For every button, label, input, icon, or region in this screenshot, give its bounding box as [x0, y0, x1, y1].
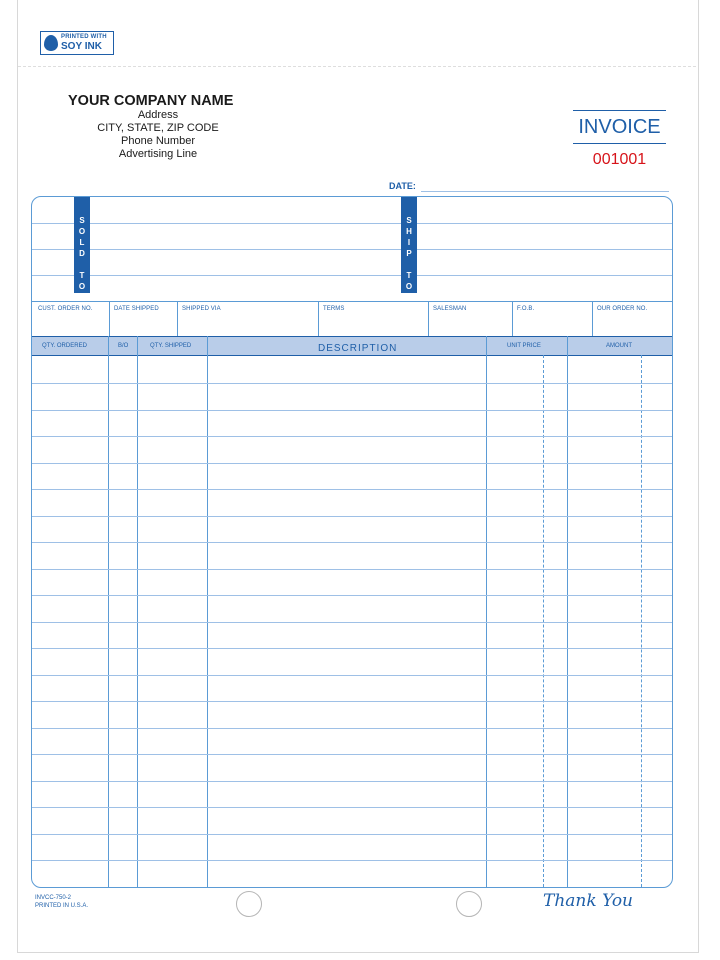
order-divider	[177, 301, 178, 336]
soy-logo-line2: SOY INK	[61, 41, 102, 52]
invoice-title: INVOICE	[573, 110, 666, 144]
qty-shipped-header: QTY. SHIPPED	[150, 343, 192, 349]
ship-to-letter: T	[406, 271, 412, 280]
shipped-via-label: SHIPPED VIA	[182, 306, 221, 312]
column-divider	[137, 336, 138, 887]
ship-to-letter: P	[406, 249, 412, 258]
company-name: YOUR COMPANY NAME	[68, 93, 234, 109]
invoice-form	[31, 196, 673, 888]
ship-to-tab	[401, 197, 417, 293]
order-divider	[592, 301, 593, 336]
sold-to-letter	[74, 259, 90, 270]
company-advertising: Advertising Line	[118, 148, 198, 160]
sold-to-letter: O	[78, 282, 86, 291]
ship-to-letter: H	[406, 227, 412, 236]
sold-to-letter: O	[78, 227, 86, 236]
table-row[interactable]	[32, 410, 672, 411]
table-row[interactable]	[32, 569, 672, 570]
sold-to-letter: L	[79, 238, 85, 247]
company-city-state-zip: CITY, STATE, ZIP CODE	[97, 122, 219, 134]
table-row[interactable]	[32, 834, 672, 835]
address-line[interactable]	[32, 249, 672, 250]
ship-to-letter: I	[407, 238, 411, 247]
printed-in-label: PRINTED IN U.S.A.	[35, 903, 89, 909]
table-row[interactable]	[32, 489, 672, 490]
ship-to-letter: S	[406, 216, 412, 225]
sold-to-tab	[74, 197, 90, 293]
description-header: DESCRIPTION	[318, 343, 398, 354]
order-divider	[318, 301, 319, 336]
table-row[interactable]	[32, 595, 672, 596]
date-field[interactable]	[421, 191, 669, 192]
sold-to-letter: D	[79, 249, 85, 258]
terms-label: TERMS	[323, 306, 345, 312]
salesman-label: SALESMAN	[433, 306, 467, 312]
order-row-top	[32, 301, 672, 302]
fob-label: F.O.B.	[517, 306, 535, 312]
unit-price-header: UNIT PRICE	[507, 343, 541, 349]
address-line[interactable]	[32, 223, 672, 224]
company-block	[68, 93, 248, 161]
table-row[interactable]	[32, 516, 672, 517]
table-row[interactable]	[32, 781, 672, 782]
form-code: INVCC-750-2	[35, 895, 72, 901]
soy-logo-line1: PRINTED WITH	[61, 34, 107, 40]
table-row[interactable]	[32, 542, 672, 543]
soy-ink-logo	[40, 31, 114, 55]
table-row[interactable]	[32, 701, 672, 702]
column-divider	[486, 336, 487, 887]
punch-hole	[236, 891, 262, 917]
table-row[interactable]	[32, 754, 672, 755]
company-phone: Phone Number	[121, 135, 195, 147]
date-label: DATE:	[389, 181, 416, 191]
table-row[interactable]	[32, 728, 672, 729]
table-row[interactable]	[32, 648, 672, 649]
table-row[interactable]	[32, 436, 672, 437]
cust-order-no-label: CUST. ORDER NO.	[38, 306, 93, 312]
address-line[interactable]	[32, 275, 672, 276]
invoice-number: 001001	[592, 151, 647, 168]
sold-to-letter: T	[79, 271, 85, 280]
ship-to-letter: O	[405, 282, 413, 291]
qty-ordered-header: QTY. ORDERED	[42, 343, 87, 349]
table-row[interactable]	[32, 622, 672, 623]
bo-header: B/O	[118, 343, 129, 349]
column-divider	[567, 336, 568, 887]
order-divider	[512, 301, 513, 336]
date-shipped-label: DATE SHIPPED	[114, 306, 159, 312]
sold-to-letter: S	[79, 216, 85, 225]
order-divider	[428, 301, 429, 336]
table-row[interactable]	[32, 807, 672, 808]
amount-header: AMOUNT	[606, 343, 632, 349]
column-divider	[207, 336, 208, 887]
table-row[interactable]	[32, 860, 672, 861]
thank-you-script: Thank You	[543, 891, 634, 911]
our-order-no-label: OUR ORDER NO.	[597, 306, 648, 312]
soy-drop-icon	[44, 35, 58, 51]
order-divider	[109, 301, 110, 336]
column-divider	[108, 336, 109, 887]
company-address: Address	[137, 109, 179, 121]
table-row[interactable]	[32, 463, 672, 464]
punch-hole	[456, 891, 482, 917]
table-row[interactable]	[32, 383, 672, 384]
table-row[interactable]	[32, 675, 672, 676]
ship-to-letter	[401, 259, 417, 270]
perforation-line	[18, 66, 696, 67]
